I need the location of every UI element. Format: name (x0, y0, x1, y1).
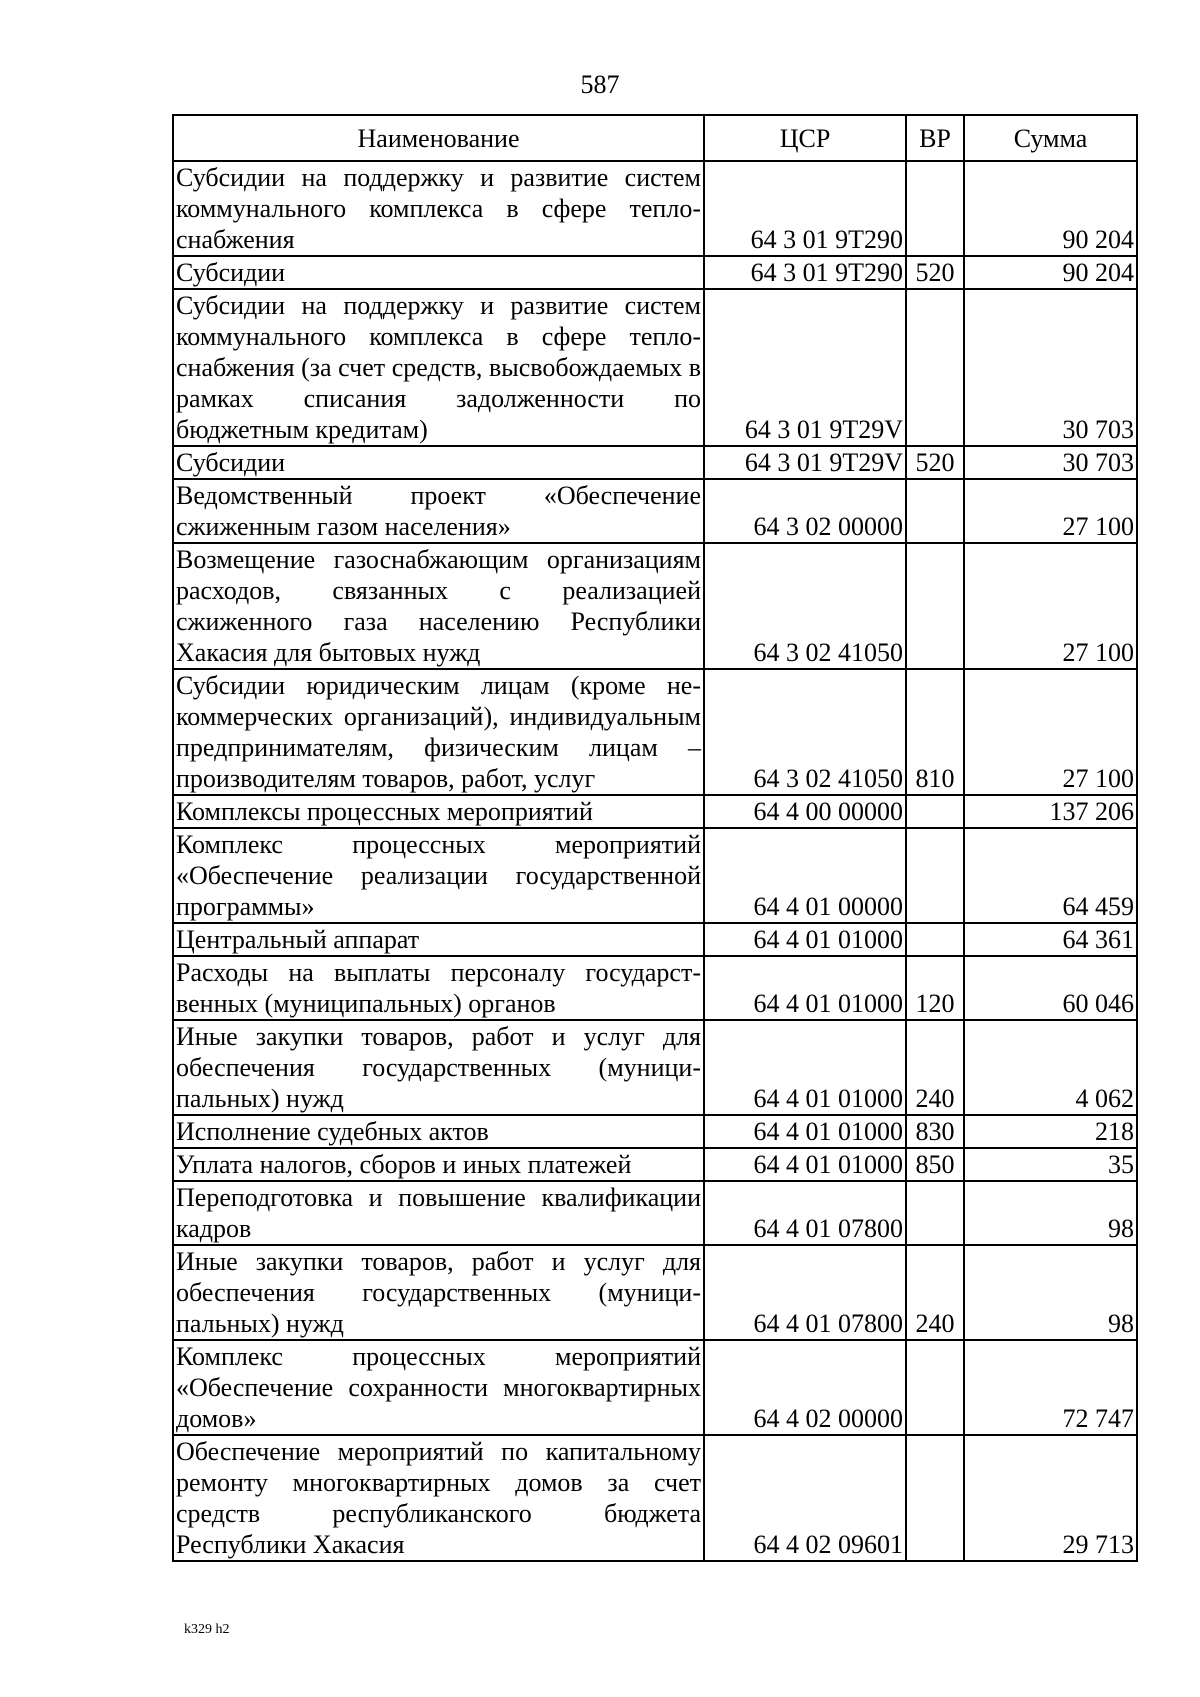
footer-code: k329 h2 (184, 1622, 230, 1637)
table-row (173, 1020, 1137, 1115)
row-name: Комплексы процессных мероприятий (173, 795, 704, 828)
header-sum: Сумма (964, 115, 1137, 161)
row-vr: 240 (906, 1245, 964, 1340)
row-csr: 64 4 01 00000 (704, 828, 906, 923)
row-sum: 72 747 (964, 1340, 1137, 1435)
row-name: Иные закупки товаров, работ и услуг для обеспечения государственных (муниципальных) нужд (173, 1020, 704, 1115)
row-csr: 64 3 02 41050 (704, 543, 906, 669)
row-name: Субсидии (173, 446, 704, 479)
row-vr (906, 543, 964, 669)
row-sum: 4 062 (964, 1020, 1137, 1115)
row-name: Возмещение газоснабжающим организациям расходов, связанных с реализацией сжиженного газа населению Республики Хакасия для бытовых нужд (173, 543, 704, 669)
row-csr: 64 4 02 00000 (704, 1340, 906, 1435)
row-vr: 850 (906, 1148, 964, 1181)
row-sum: 27 100 (964, 669, 1137, 795)
row-vr (906, 1340, 964, 1435)
row-csr: 64 4 01 07800 (704, 1181, 906, 1245)
row-csr: 64 3 01 9Т29V (704, 446, 906, 479)
table-row (173, 1115, 1137, 1148)
row-csr: 64 4 01 01000 (704, 923, 906, 956)
row-vr (906, 923, 964, 956)
table-row (173, 669, 1137, 795)
table-row (173, 828, 1137, 923)
row-vr: 830 (906, 1115, 964, 1148)
row-name: Обеспечение мероприятий по капитальному ремонту многоквартирных домов за счет средств республиканского бюджета Республики Хакасия (173, 1435, 704, 1561)
row-csr: 64 4 01 01000 (704, 956, 906, 1020)
table-row (173, 479, 1137, 543)
table-row (173, 1340, 1137, 1435)
row-sum: 137 206 (964, 795, 1137, 828)
row-name: Комплекс процессных мероприятий «Обеспечение сохранности многоквартирных домов» (173, 1340, 704, 1435)
row-vr (906, 1181, 964, 1245)
row-name: Иные закупки товаров, работ и услуг для обеспечения государственных (муниципальных) нужд (173, 1245, 704, 1340)
table-row (173, 256, 1137, 289)
row-vr (906, 795, 964, 828)
table-row (173, 923, 1137, 956)
table-header-row (173, 115, 1137, 161)
row-csr: 64 4 00 00000 (704, 795, 906, 828)
row-vr: 120 (906, 956, 964, 1020)
row-name: Субсидии юридическим лицам (кроме некоммерческих организаций), индивидуальным предпринимателям, физическим лицам – производителям товаров, работ, услуг (173, 669, 704, 795)
row-vr (906, 828, 964, 923)
row-name: Комплекс процессных мероприятий «Обеспечение реализации государственной программы» (173, 828, 704, 923)
table-row (173, 956, 1137, 1020)
row-sum: 64 459 (964, 828, 1137, 923)
row-csr: 64 4 01 01000 (704, 1148, 906, 1181)
row-csr: 64 4 01 01000 (704, 1115, 906, 1148)
row-csr: 64 3 01 9Т29V (704, 289, 906, 446)
row-sum: 35 (964, 1148, 1137, 1181)
row-sum: 30 703 (964, 446, 1137, 479)
row-vr: 520 (906, 446, 964, 479)
row-vr (906, 1435, 964, 1561)
row-sum: 98 (964, 1245, 1137, 1340)
row-sum: 27 100 (964, 479, 1137, 543)
row-sum: 27 100 (964, 543, 1137, 669)
row-vr: 520 (906, 256, 964, 289)
row-name: Ведомственный проект «Обеспечение сжиженным газом населения» (173, 479, 704, 543)
row-csr: 64 3 01 9Т290 (704, 161, 906, 256)
row-sum: 29 713 (964, 1435, 1137, 1561)
table-row (173, 289, 1137, 446)
page-number: 587 (580, 70, 620, 99)
row-name: Субсидии на поддержку и развитие систем коммунального комплекса в сфере теплоснабжения (за счет средств, высвобождаемых в рамках списания задолженности по бюджетным кредитам) (173, 289, 704, 446)
row-sum: 98 (964, 1181, 1137, 1245)
row-vr: 810 (906, 669, 964, 795)
row-csr: 64 3 01 9Т290 (704, 256, 906, 289)
table-row (173, 1148, 1137, 1181)
row-name: Исполнение судебных актов (173, 1115, 704, 1148)
row-vr (906, 289, 964, 446)
row-sum: 90 204 (964, 161, 1137, 256)
row-vr: 240 (906, 1020, 964, 1115)
table-row (173, 161, 1137, 256)
row-sum: 90 204 (964, 256, 1137, 289)
row-name: Субсидии (173, 256, 704, 289)
header-vr: ВР (906, 115, 964, 161)
row-name: Уплата налогов, сборов и иных платежей (173, 1148, 704, 1181)
row-csr: 64 4 01 07800 (704, 1245, 906, 1340)
row-vr (906, 479, 964, 543)
row-name: Центральный аппарат (173, 923, 704, 956)
table-row (173, 795, 1137, 828)
table-row (173, 1435, 1137, 1561)
row-name: Субсидии на поддержку и развитие систем коммунального комплекса в сфере теплоснабжения (173, 161, 704, 256)
row-vr (906, 161, 964, 256)
table-row (173, 1181, 1137, 1245)
table-row (173, 1245, 1137, 1340)
table-row (173, 543, 1137, 669)
row-csr: 64 3 02 41050 (704, 669, 906, 795)
table-row (173, 446, 1137, 479)
row-sum: 64 361 (964, 923, 1137, 956)
row-csr: 64 4 02 09601 (704, 1435, 906, 1561)
row-sum: 218 (964, 1115, 1137, 1148)
row-sum: 30 703 (964, 289, 1137, 446)
header-name: Наименование (173, 115, 704, 161)
row-name: Переподготовка и повышение квалификации кадров (173, 1181, 704, 1245)
row-sum: 60 046 (964, 956, 1137, 1020)
row-name: Расходы на выплаты персоналу государственных (муниципальных) органов (173, 956, 704, 1020)
row-csr: 64 3 02 00000 (704, 479, 906, 543)
row-csr: 64 4 01 01000 (704, 1020, 906, 1115)
budget-table (172, 114, 1138, 1562)
header-csr: ЦСР (704, 115, 906, 161)
